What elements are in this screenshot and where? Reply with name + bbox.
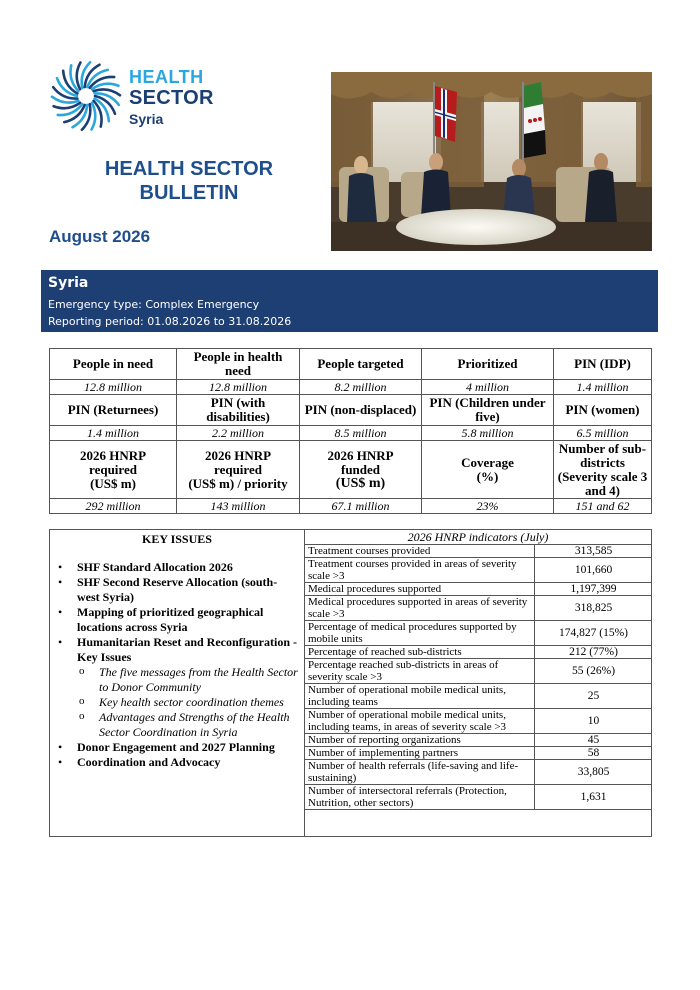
header-line: (US$ m) xyxy=(335,475,386,491)
key-issues-list xyxy=(56,560,298,770)
indicators-title: 2026 HNRP indicators (July) xyxy=(304,530,652,545)
header-line: required xyxy=(89,461,137,477)
indicator-row xyxy=(304,747,652,760)
overview-header-cell: Prioritized xyxy=(422,349,554,380)
indicator-label: Number of operational mobile medical units, including teams, in areas of severity scale >3 xyxy=(304,709,535,734)
header-line: required xyxy=(214,461,262,477)
overview-header-cell: PIN (IDP) xyxy=(554,349,652,380)
header-line: 2026 HNRP xyxy=(79,447,147,463)
indicator-label: Percentage reached sub-districts in areas of severity scale >3 xyxy=(304,659,535,684)
indicator-row xyxy=(304,659,652,684)
overview-header-cell: PIN (Returnees) xyxy=(50,395,177,426)
key-issue-item: • Mapping of prioritized geographical locations across Syria xyxy=(56,605,298,635)
indicator-label: Medical procedures supported in areas of severity scale >3 xyxy=(304,596,535,621)
overview-value-cell: 12.8 million xyxy=(177,380,300,395)
indicator-value: 55 (26%) xyxy=(535,659,653,684)
overview-value-cell: 12.8 million xyxy=(50,380,177,395)
header-line: districts xyxy=(580,454,625,470)
overview-value-cell: 143 million xyxy=(177,499,300,514)
indicator-row xyxy=(304,558,652,583)
indicator-value: 313,585 xyxy=(535,545,653,558)
sub-districts-header xyxy=(554,441,652,499)
indicator-row xyxy=(304,785,652,810)
indicator-label: Treatment courses provided in areas of severity scale >3 xyxy=(304,558,535,583)
indicator-row xyxy=(304,621,652,646)
logo-syria-text: Syria xyxy=(129,111,164,127)
swirl-logo-icon xyxy=(50,56,126,136)
header-line: 2026 HNRP xyxy=(327,447,394,463)
overview-value-cell: 8.5 million xyxy=(300,426,422,441)
key-issue-item: • Donor Engagement and 2027 Planning xyxy=(56,740,298,755)
overview-header-cell: PIN (with disabilities) xyxy=(177,395,300,426)
swirl-stroke xyxy=(92,103,96,130)
indicator-value: 101,660 xyxy=(535,558,653,583)
hnrp-required-priority-header xyxy=(177,441,300,499)
overview-header-cell: PIN (non-displaced) xyxy=(300,395,422,426)
overview-header-cell: PIN (women) xyxy=(554,395,652,426)
indicator-value: 318,825 xyxy=(535,596,653,621)
indicator-value: 45 xyxy=(535,734,653,747)
key-issue-subitem: o Advantages and Strengths of the Health Sector Coordination in Syria xyxy=(56,710,298,740)
indicator-label: Percentage of reached sub-districts xyxy=(304,646,535,659)
overview-value-cell: 2.2 million xyxy=(177,426,300,441)
overview-header-cell: PIN (Children under five) xyxy=(422,395,554,426)
key-issues-indicators-box xyxy=(49,529,652,837)
overview-value-cell: 67.1 million xyxy=(300,499,422,514)
indicator-label: Number of reporting organizations xyxy=(304,734,535,747)
indicator-label: Treatment courses provided xyxy=(304,545,535,558)
indicator-row xyxy=(304,583,652,596)
meeting-photo xyxy=(331,72,652,251)
indicator-label: Number of health referrals (life-saving and life-sustaining) xyxy=(304,760,535,785)
indicator-value: 174,827 (15%) xyxy=(535,621,653,646)
header-line: (%) xyxy=(476,468,499,484)
overview-header-row xyxy=(50,395,652,426)
indicator-row xyxy=(304,545,652,558)
indicators-table xyxy=(304,530,652,810)
report-month: August 2026 xyxy=(49,227,151,246)
overview-header-cell: People targeted xyxy=(300,349,422,380)
header-line: Number of sub- xyxy=(558,440,647,456)
indicator-value: 58 xyxy=(535,747,653,760)
indicators-column xyxy=(304,530,652,810)
key-issues-column xyxy=(50,530,305,836)
indicator-row xyxy=(304,760,652,785)
indicator-row xyxy=(304,684,652,709)
swirl-stroke xyxy=(77,62,81,89)
overview-header-cell: People in health need xyxy=(177,349,300,380)
logo-sector-text: SECTOR xyxy=(129,87,214,109)
key-issue-subitem: o The five messages from the Health Sector to Donor Community xyxy=(56,665,298,695)
key-issue-item: • Humanitarian Reset and Reconfiguration - Key Issues xyxy=(56,635,298,665)
key-issue-item: • Coordination and Advocacy xyxy=(56,755,298,770)
banner-country: Syria xyxy=(48,275,89,291)
indicator-value: 33,805 xyxy=(535,760,653,785)
overview-value-cell: 6.5 million xyxy=(554,426,652,441)
indicator-value: 1,631 xyxy=(535,785,653,810)
indicator-label: Number of intersectoral referrals (Protection, Nutrition, other sectors) xyxy=(304,785,535,810)
hnrp-funded-header xyxy=(300,441,422,499)
overview-value-row xyxy=(50,380,652,395)
indicator-row xyxy=(304,709,652,734)
banner-reporting-period: Reporting period: 01.08.2026 to 31.08.2026 xyxy=(48,315,292,328)
overview-header-cell: People in need xyxy=(50,349,177,380)
key-issue-item: • SHF Standard Allocation 2026 xyxy=(56,560,298,575)
indicator-label: Number of operational mobile medical units, including teams xyxy=(304,684,535,709)
indicator-value: 1,197,399 xyxy=(535,583,653,596)
overview-value-cell: 5.8 million xyxy=(422,426,554,441)
overview-value-row xyxy=(50,499,652,514)
coverage-header xyxy=(422,441,554,499)
overview-value-cell: 151 and 62 xyxy=(554,499,652,514)
logo-health-text: HEALTH xyxy=(129,67,204,87)
header-line: (US$ m) / priority xyxy=(188,475,288,491)
key-issue-item: • SHF Second Reserve Allocation (south-west Syria) xyxy=(56,575,298,605)
overview-table xyxy=(49,348,652,514)
overview-header-row xyxy=(50,349,652,380)
overview-value-cell: 292 million xyxy=(50,499,177,514)
overview-value-cell: 1.4 million xyxy=(554,380,652,395)
header-line: funded xyxy=(340,461,381,477)
key-issue-subitem: o Key health sector coordination themes xyxy=(56,695,298,710)
hnrp-required-header xyxy=(50,441,177,499)
indicator-value: 10 xyxy=(535,709,653,734)
overview-value-cell: 23% xyxy=(422,499,554,514)
indicator-row xyxy=(304,646,652,659)
overview-value-cell: 4 million xyxy=(422,380,554,395)
emergency-banner xyxy=(41,270,658,332)
indicator-row xyxy=(304,596,652,621)
header-line: (US$ m) xyxy=(90,475,136,491)
indicator-label: Percentage of medical procedures supported by mobile units xyxy=(304,621,535,646)
indicator-value: 212 (77%) xyxy=(535,646,653,659)
indicator-row xyxy=(304,734,652,747)
overview-value-cell: 1.4 million xyxy=(50,426,177,441)
key-issues-title: KEY ISSUES xyxy=(142,532,212,546)
overview-value-row xyxy=(50,426,652,441)
indicator-label: Number of implementing partners xyxy=(304,747,535,760)
banner-emergency-type: Emergency type: Complex Emergency xyxy=(48,298,260,311)
header-line: Coverage xyxy=(461,454,514,470)
header-line: and 4) xyxy=(584,482,621,498)
overview-value-cell: 8.2 million xyxy=(300,380,422,395)
indicator-value: 25 xyxy=(535,684,653,709)
indicator-label: Medical procedures supported xyxy=(304,583,535,596)
header-line: (Severity scale 3 xyxy=(557,468,648,484)
health-sector-logo xyxy=(50,56,220,136)
indicators-header-row xyxy=(304,530,652,545)
bulletin-title: HEALTH SECTOR BULLETIN xyxy=(104,158,274,204)
overview-header-row xyxy=(50,441,652,499)
header-line: 2026 HNRP xyxy=(204,447,272,463)
